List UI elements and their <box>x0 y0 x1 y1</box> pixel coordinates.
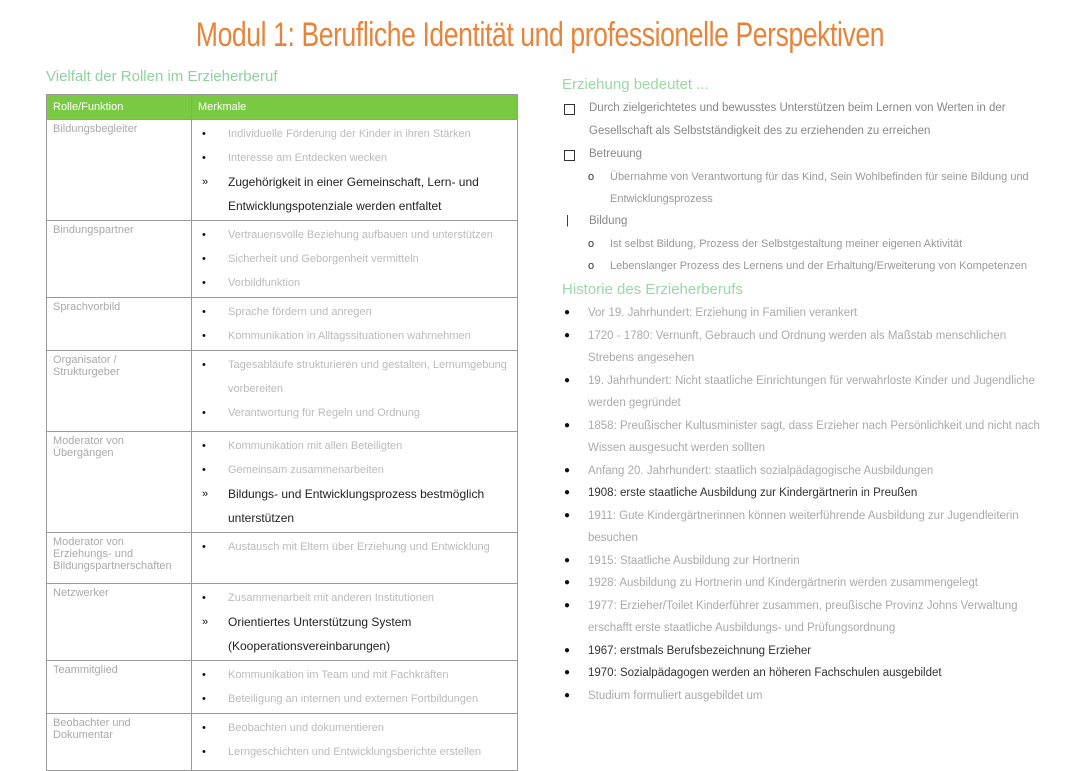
bullet-icon: • <box>202 128 206 140</box>
bullet-icon: ● <box>564 644 571 656</box>
role-cell: Organisator / Strukturgeber <box>47 351 192 432</box>
role-cell: Sprachvorbild <box>47 298 192 351</box>
feature-item <box>198 586 511 610</box>
bullet-icon: • <box>202 541 206 553</box>
feature-item <box>198 434 511 458</box>
bullet-icon: • <box>202 359 206 371</box>
features-cell <box>192 351 518 432</box>
history-text: 1970: Sozialpädagogen werden an höheren Fachschulen ausgebildet <box>588 667 942 679</box>
features-cell <box>192 298 518 351</box>
role-cell: Teammitglied <box>47 661 192 714</box>
feature-text: Zugehörigkeit in einer Gemeinschaft, Lern- und Entwicklungspotenziale werden entfaltet <box>228 175 479 213</box>
feature-item <box>198 271 511 295</box>
page-title: Modul 1: Berufliche Identität und professionelle Perspektiven <box>195 16 885 54</box>
circle-bullet-icon: o <box>588 260 595 272</box>
roles-heading: Vielfalt der Rollen im Erzieherberuf <box>46 68 278 85</box>
features-cell <box>192 584 518 661</box>
feature-item <box>198 324 511 348</box>
table-row <box>47 432 518 533</box>
table-row <box>47 661 518 714</box>
bullet-icon: ● <box>564 577 571 588</box>
checklist-text: Bildung <box>589 215 628 227</box>
features-cell <box>192 432 518 533</box>
feature-text: Lerngeschichten und Entwicklungsberichte erstellen <box>228 746 482 758</box>
feature-text: Verantwortung für Regeln und Ordnung <box>228 407 421 419</box>
history-item <box>562 415 1052 460</box>
checkbox-icon <box>564 150 575 161</box>
feature-item <box>198 716 511 740</box>
history-item <box>562 370 1052 415</box>
history-item <box>562 550 1052 573</box>
feature-item <box>198 170 511 218</box>
bullet-icon: • <box>202 229 206 241</box>
feature-item <box>198 663 511 687</box>
table-row <box>47 584 518 661</box>
history-item <box>562 595 1052 640</box>
table-header-row <box>47 95 518 120</box>
history-item <box>562 460 1052 483</box>
feature-text: Zusammenarbeit mit anderen Institutionen <box>228 592 435 604</box>
features-cell <box>192 533 518 584</box>
history-text: 1928: Ausbildung zu Hortnerin und Kindergärtnerin werden zusammengelegt <box>588 577 978 589</box>
features-cell <box>192 714 518 771</box>
feature-item <box>198 122 511 146</box>
bullet-icon: ● <box>564 307 571 318</box>
erziehung-heading: Erziehung bedeutet ... <box>562 76 709 93</box>
history-text: 1858: Preußischer Kultusminister sagt, dass Erzieher nach Persönlichkeit und nicht nach Wissen ausgesucht werden sollten <box>588 419 1040 454</box>
feature-item <box>198 482 511 530</box>
bullet-icon: ● <box>564 689 571 701</box>
table-row <box>47 533 518 584</box>
column-header-role: Rolle/Funktion <box>47 95 192 120</box>
feature-text: Kommunikation mit allen Beteiligten <box>228 440 403 452</box>
history-item <box>562 505 1052 550</box>
sub-list-item <box>588 166 1052 210</box>
feature-item <box>198 535 511 559</box>
feature-text: Gemeinsam zusammenarbeiten <box>228 464 384 476</box>
bullet-icon: ● <box>564 599 571 611</box>
bullet-icon: • <box>202 306 206 318</box>
history-text: 1911: Gute Kindergärtnerinnen können weiterführende Ausbildung zur Jugendleiterin besuchen <box>588 509 1019 544</box>
bullet-icon: ● <box>564 419 571 431</box>
history-text: 19. Jahrhundert: Nicht staatliche Einrichtungen für verwahrloste Kinder und Jugendliche werden gegründet <box>588 374 1035 409</box>
features-cell <box>192 221 518 298</box>
history-text: Vor 19. Jahrhundert: Erziehung in Familien verankert <box>588 307 858 319</box>
feature-text: Orientiertes Unterstützung System (Kooperationsvereinbarungen) <box>228 615 412 653</box>
history-item <box>562 640 1052 663</box>
bullet-icon: ● <box>564 487 571 498</box>
checklist-item <box>562 210 1052 233</box>
sub-list-item <box>588 233 1052 255</box>
role-cell: Moderator von Erziehungs- und Bildungspartnerschaften <box>47 533 192 584</box>
feature-item <box>198 353 511 401</box>
column-header-features: Merkmale <box>192 95 518 120</box>
checklist-text: Durch zielgerichtetes und bewusstes Unterstützen beim Lernen von Werten in der Gesellschaft als Selbstständigkeit des zu erziehenden zu erreichen <box>589 102 1006 137</box>
role-cell: Netzwerker <box>47 584 192 661</box>
history-text: 1977: Erzieher/Toilet Kinderführer zusammen, preußische Provinz Johns Verwaltung erschafft erste staatliche Ausbildungs- und Prüfungsordnung <box>588 599 1018 634</box>
feature-text: Kommunikation im Team und mit Fachkräften <box>228 669 449 681</box>
features-cell <box>192 661 518 714</box>
feature-item <box>198 146 511 170</box>
bullet-icon: ● <box>564 464 571 476</box>
sub-item-text: Ist selbst Bildung, Prozess der Selbstgestaltung meiner eigenen Aktivität <box>610 238 963 250</box>
bullet-icon: • <box>202 464 206 476</box>
feature-text: Individuelle Förderung der Kinder in ihren Stärken <box>228 128 471 140</box>
bullet-icon: • <box>202 407 206 419</box>
circle-bullet-icon: o <box>588 238 595 250</box>
bullet-icon: ● <box>564 667 571 678</box>
bullet-icon: • <box>202 693 206 705</box>
table-row <box>47 714 518 771</box>
checklist-item <box>562 143 1052 166</box>
roles-table <box>46 94 518 771</box>
bullet-icon: • <box>202 277 206 289</box>
bullet-icon: ● <box>564 554 571 566</box>
role-cell: Bildungsbegleiter <box>47 120 192 221</box>
history-text: 1915: Staatliche Ausbildung zur Hortnerin <box>588 554 800 567</box>
bullet-icon: • <box>202 253 206 265</box>
bullet-icon: • <box>202 669 206 681</box>
right-column <box>562 76 1052 707</box>
double-arrow-icon: » <box>202 488 209 500</box>
history-text: 1720 - 1780: Vernunft, Gebrauch und Ordnung werden als Maßstab menschlichen Strebens angesehen <box>588 329 1007 364</box>
feature-item <box>198 401 511 425</box>
table-row <box>47 298 518 351</box>
features-cell <box>192 120 518 221</box>
bullet-icon: ● <box>564 374 571 386</box>
feature-text: Interesse am Entdecken wecken <box>228 152 387 164</box>
feature-item <box>198 223 511 247</box>
double-arrow-icon: » <box>202 616 209 628</box>
bullet-icon: • <box>202 746 206 758</box>
bullet-icon: • <box>202 592 206 604</box>
feature-item <box>198 247 511 271</box>
feature-text: Sicherheit und Geborgenheit vermitteln <box>228 253 419 265</box>
history-text: Studium formuliert ausgebildet um <box>588 689 763 702</box>
feature-item <box>198 687 511 711</box>
feature-text: Bildungs- und Entwicklungsprozess bestmöglich unterstützen <box>228 487 485 525</box>
history-heading: Historie des Erzieherberufs <box>562 281 743 298</box>
double-arrow-icon: » <box>202 176 209 188</box>
bullet-icon: • <box>202 440 206 452</box>
feature-text: Beobachten und dokumentieren <box>228 722 384 734</box>
history-list <box>562 302 1052 707</box>
history-item <box>562 685 1052 708</box>
bullet-icon: • <box>202 722 206 734</box>
bullet-icon: ● <box>564 509 571 521</box>
feature-text: Austausch mit Eltern über Erziehung und Entwicklung <box>228 541 490 553</box>
table-row <box>47 120 518 221</box>
feature-text: Kommunikation in Alltagssituationen wahrnehmen <box>228 330 471 342</box>
feature-item <box>198 458 511 482</box>
erziehung-list <box>562 97 1052 277</box>
bullet-icon: • <box>202 152 206 164</box>
history-item <box>562 482 1052 505</box>
feature-item <box>198 610 511 658</box>
table-row <box>47 351 518 432</box>
feature-text: Sprache fördern und anregen <box>228 306 372 318</box>
sub-item-text: Lebenslanger Prozess des Lernens und der Erhaltung/Erweiterung von Kompetenzen <box>610 260 1028 272</box>
history-text: Anfang 20. Jahrhundert: staatlich sozialpädagogische Ausbildungen <box>588 464 934 477</box>
role-cell: Moderator von Übergängen <box>47 432 192 533</box>
feature-text: Vorbildfunktion <box>228 277 301 289</box>
feature-text: Vertrauensvolle Beziehung aufbauen und unterstützen <box>228 229 493 241</box>
roles-table-body <box>47 120 518 771</box>
history-text: 1967: erstmals Berufsbezeichnung Erzieher <box>588 644 812 657</box>
bullet-icon: • <box>202 330 206 342</box>
feature-item <box>198 740 511 764</box>
feature-text: Tagesabläufe strukturieren und gestalten, Lernumgebung vorbereiten <box>228 359 507 395</box>
feature-text: Beteiligung an internen und externen Fortbildungen <box>228 693 479 705</box>
table-row <box>47 221 518 298</box>
history-item <box>562 325 1052 370</box>
sub-list-item <box>588 255 1052 277</box>
role-cell: Bindungspartner <box>47 221 192 298</box>
history-item <box>562 302 1052 325</box>
role-cell: Beobachter und Dokumentar <box>47 714 192 771</box>
checklist-item <box>562 97 1052 143</box>
history-item <box>562 662 1052 685</box>
history-item <box>562 572 1052 595</box>
bar-marker-icon: | <box>566 215 569 227</box>
checkbox-icon <box>564 104 575 115</box>
sub-item-text: Übernahme von Verantwortung für das Kind, Sein Wohlbefinden für seine Bildung und Entwicklungsprozess <box>610 171 1029 205</box>
checklist-text: Betreuung <box>589 148 643 160</box>
feature-item <box>198 300 511 324</box>
bullet-icon: ● <box>564 329 571 341</box>
circle-bullet-icon: o <box>588 171 595 183</box>
history-text: 1908: erste staatliche Ausbildung zur Kindergärtnerin in Preußen <box>588 487 918 499</box>
